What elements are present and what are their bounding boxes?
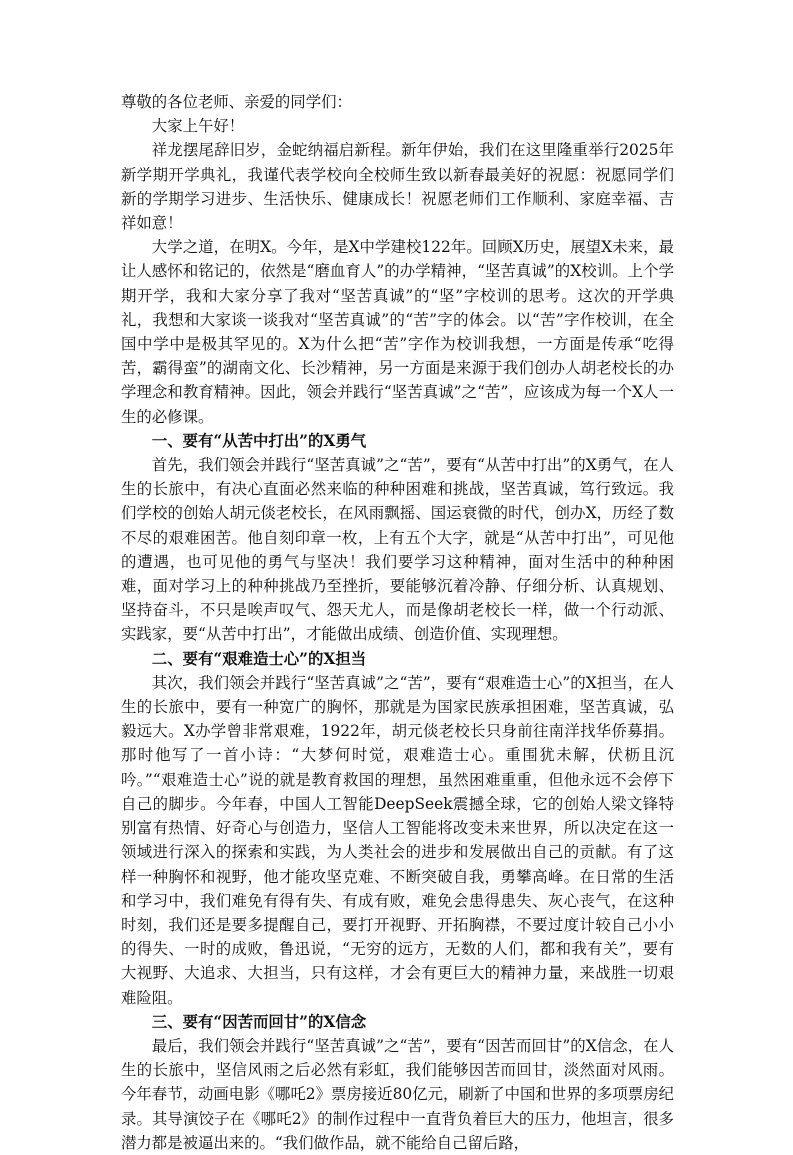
intro-paragraph: 祥龙摆尾辞旧岁，金蛇纳福启新程。新年伊始，我们在这里隆重举行2025年新学期开学典礼，我谨代表学校向全校师生致以新春最美好的祝愿：祝愿同学们新的学期学习进步、生活快乐、健康成长！祝愿老师们工作顺利、家庭幸福、吉祥如意！: [121, 141, 674, 233]
document-page: [121, 90, 674, 1155]
section-3-body: 最后，我们领会并践行“坚苦真诚”之“苦”，要有“因苦而回甘”的X信念，在人生的长旅中，坚信风雨之后必然有彩虹，我们能够因苦而回甘，淡然面对风雨。今年春节，动画电影《哪吒2》票房接近80亿元，刷新了中国和世界的多项票房纪录。其导演饺子在《哪吒2》的制作过程中一直背负着巨大的压力，他坦言，很多潜力都是被逼出来的。“我们做作品，就不能给自己留后路，: [121, 1036, 674, 1152]
greeting: 大家上午好！: [151, 117, 245, 136]
school-intro-paragraph: 大学之道，在明X。今年，是X中学建校122年。回顾X历史，展望X未来，最让人感怀和铭记的，依然是“磨血育人”的办学精神，“坚苦真诚”的X校训。上个学期开学，我和大家分享了我对“坚苦真诚”的“坚”字校训的思考。这次的开学典礼，我想和大家谈一谈我对“坚苦真诚”的“苦”字的体会。以“苦”字作校训，在全国中学中是极其罕见的。X为什么把“苦”字作为校训我想，一方面是传承“吃得苦，霸得蛮”的湖南文化、长沙精神，另一方面是来源于我们创办人胡老校长的办学理念和教育精神。因此，领会并践行“坚苦真诚”之“苦”，应该成为每一个X人一生的必修课。: [121, 238, 674, 426]
section-1-heading: 一、要有“从苦中打出”的X勇气: [151, 431, 367, 450]
section-1-body: 首先，我们领会并践行“坚苦真诚”之“苦”，要有“从苦中打出”的X勇气，在人生的长旅中，有决心直面必然来临的种种困难和挑战，坚苦真诚，笃行致远。我们学校的创始人胡元倓老校长，在风雨飘摇、国运衰微的时代，创办X，历经了数不尽的艰难困苦。他自刻印章一枚，上有五个大字，就是“从苦中打出”，可见他的遭遇，也可见他的勇气与坚决！我们要学习这种精神，面对生活中的种种困难，面对学习上的种种挑战乃至挫折，要能够沉着冷静、仔细分析、认真规划、坚持奋斗，不只是唉声叹气、怨天尤人，而是像胡老校长一样，做一个行动派、实践家，要“从苦中打出”，才能做出成绩、创造价值、实现理想。: [121, 456, 674, 644]
section-2-heading: 二、要有“艰难造士心”的X担当: [151, 649, 367, 668]
section-3-heading: 三、要有“因苦而回甘”的X信念: [151, 1012, 367, 1031]
section-2-body: 其次，我们领会并践行“坚苦真诚”之“苦”，要有“艰难造士心”的X担当，在人生的长旅中，要有一种宽广的胸怀，那就是为国家民族承担困难，坚苦真诚，弘毅远大。X办学曾非常艰难，1922年，胡元倓老校长只身前往南洋找华侨募捐。那时他写了一首小诗：“大梦何时觉，艰难造士心。重围犹未解，伏枥且沉吟。”“艰难造士心”说的就是教育救国的理想，虽然困难重重，但他永远不会停下自己的脚步。今年春，中国人工智能DeepSeek震撼全球，它的创始人梁文锋特别富有热情、好奇心与创造力，坚信人工智能将改变未来世界，所以决定在这一领域进行深入的探索和实践，为人类社会的进步和发展做出自己的贡献。有了这样一种胸怀和视野，他才能攻坚克难、不断突破自我，勇攀高峰。在日常的生活和学习中，我们难免有得有失、有成有败，难免会患得患失、灰心丧气，在这种时刻，我们还是要多提醒自己，要打开视野、开拓胸襟，不要过度计较自己小小的得失、一时的成败，鲁迅说，“无穷的远方，无数的人们，都和我有关”，要有大视野、大追求、大担当，只有这样，才会有更巨大的精神力量，来战胜一切艰难险阻。: [121, 673, 674, 1007]
salutation: 尊敬的各位老师、亲爱的同学们：: [121, 93, 352, 111]
